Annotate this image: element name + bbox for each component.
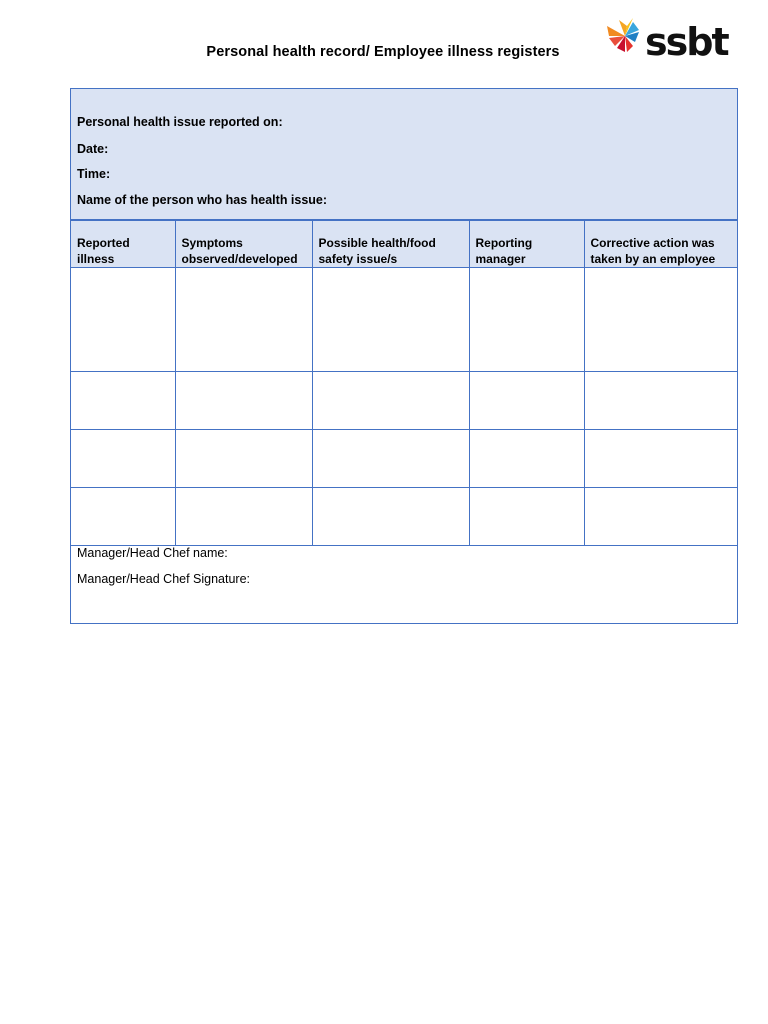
table-cell[interactable] [584,268,737,372]
table-row [71,268,737,372]
header-corrective-action: Corrective action was taken by an employee [584,221,737,268]
table-cell[interactable] [469,372,584,430]
table-cell[interactable] [312,268,469,372]
table-cell[interactable] [175,268,312,372]
illness-register-form [70,88,738,624]
document-title: Personal health record/ Employee illness registers [206,44,560,60]
table-cell[interactable] [584,488,737,546]
table-header-row [71,221,737,268]
table-cell[interactable] [469,488,584,546]
logo-wordmark: ssbt [645,20,728,64]
header-reported-illness: Reported illness [71,221,175,268]
person-name-label: Name of the person who has health issue: [77,193,328,207]
date-label: Date: [77,142,109,156]
info-section [71,89,737,220]
manager-signature-label: Manager/Head Chef Signature: [77,572,251,586]
header-reporting-manager: Reporting manager [469,221,584,268]
manager-name-label: Manager/Head Chef name: [77,546,228,560]
table-cell[interactable] [71,268,175,372]
table-cell[interactable] [175,488,312,546]
time-label: Time: [77,167,111,181]
header-symptoms: Symptoms observed/developed [175,221,312,268]
illness-table [71,220,737,546]
header-possible-issues: Possible health/food safety issue/s [312,221,469,268]
table-cell[interactable] [312,488,469,546]
table-cell[interactable] [71,488,175,546]
table-cell[interactable] [175,372,312,430]
table-cell[interactable] [469,268,584,372]
table-cell[interactable] [312,430,469,488]
reported-on-label: Personal health issue reported on: [77,115,283,129]
table-row [71,372,737,430]
table-row [71,488,737,546]
table-cell[interactable] [584,430,737,488]
table-cell[interactable] [71,430,175,488]
table-cell[interactable] [175,430,312,488]
table-cell[interactable] [584,372,737,430]
table-row [71,430,737,488]
ssbt-logo [605,14,735,70]
table-cell[interactable] [71,372,175,430]
star-logo-icon [605,16,645,56]
table-cell[interactable] [312,372,469,430]
table-cell[interactable] [469,430,584,488]
